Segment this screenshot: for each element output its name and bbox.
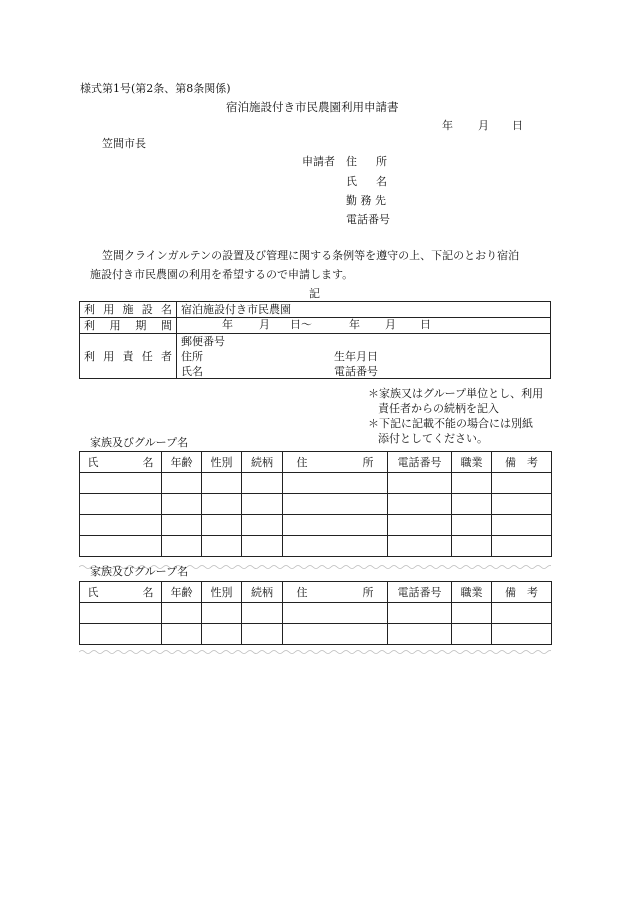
table-row bbox=[80, 494, 552, 515]
cell-sex[interactable] bbox=[202, 624, 242, 645]
cell-age[interactable] bbox=[162, 624, 202, 645]
header-age: 年齢 bbox=[162, 582, 202, 603]
note2-line1: ＊下記に記載不能の場合には別紙 bbox=[368, 417, 533, 430]
family-section-label-1: 家族及びグループ名 bbox=[90, 436, 189, 449]
header-occupation: 職業 bbox=[452, 452, 492, 473]
cell-remarks[interactable] bbox=[492, 624, 552, 645]
header-age: 年齢 bbox=[162, 452, 202, 473]
applicant-address-label: 住 所 bbox=[346, 155, 391, 168]
cell-occupation[interactable] bbox=[452, 494, 492, 515]
cell-address[interactable] bbox=[283, 603, 388, 624]
applicant-phone-label: 電話番号 bbox=[346, 213, 390, 226]
cell-occupation[interactable] bbox=[452, 624, 492, 645]
cell-name[interactable] bbox=[80, 603, 162, 624]
cell-occupation[interactable] bbox=[452, 536, 492, 557]
form-number: 様式第1号(第2条、第8条関係) bbox=[80, 82, 231, 95]
postal-label: 郵便番号 bbox=[181, 335, 225, 348]
table-row bbox=[80, 473, 552, 494]
header-name: 氏 名 bbox=[80, 452, 162, 473]
cell-relation[interactable] bbox=[242, 624, 283, 645]
header-occupation: 職業 bbox=[452, 582, 492, 603]
table-row bbox=[80, 603, 552, 624]
note2-line2: 添付としてください。 bbox=[378, 432, 488, 445]
birthdate-label: 生年月日 bbox=[334, 350, 378, 363]
cell-remarks[interactable] bbox=[492, 515, 552, 536]
table-row bbox=[80, 624, 552, 645]
responsible-label-cell bbox=[80, 334, 177, 379]
cell-phone[interactable] bbox=[388, 473, 452, 494]
cell-remarks[interactable] bbox=[492, 494, 552, 515]
cell-name[interactable] bbox=[80, 515, 162, 536]
note1-line1: ＊家族又はグループ単位とし、利用 bbox=[368, 387, 544, 400]
cell-name[interactable] bbox=[80, 624, 162, 645]
period-end-year: 年 bbox=[349, 318, 360, 331]
note1-line2: 責任者からの続柄を記入 bbox=[378, 402, 499, 415]
header-phone: 電話番号 bbox=[388, 582, 452, 603]
date-day: 日 bbox=[512, 119, 523, 132]
cell-relation[interactable] bbox=[242, 473, 283, 494]
cell-phone[interactable] bbox=[388, 603, 452, 624]
cell-age[interactable] bbox=[162, 494, 202, 515]
header-sex: 性別 bbox=[202, 452, 242, 473]
cell-sex[interactable] bbox=[202, 536, 242, 557]
page-tear-edge-2 bbox=[79, 645, 551, 651]
header-remarks: 備 考 bbox=[492, 582, 552, 603]
period-end-month: 月 bbox=[385, 318, 396, 331]
cell-name[interactable] bbox=[80, 494, 162, 515]
cell-relation[interactable] bbox=[242, 603, 283, 624]
facility-table bbox=[79, 301, 551, 379]
applicant-name-label: 氏 名 bbox=[346, 175, 391, 188]
applicant-label: 申請者 bbox=[302, 155, 335, 168]
phone-label: 電話番号 bbox=[334, 365, 378, 378]
cell-address[interactable] bbox=[283, 624, 388, 645]
period-end-day: 日 bbox=[420, 318, 431, 331]
facility-label-cell bbox=[80, 302, 177, 318]
applicant-workplace-label: 勤 務 先 bbox=[346, 194, 386, 207]
header-relation: 続柄 bbox=[242, 582, 283, 603]
table-row bbox=[80, 515, 552, 536]
header-name: 氏 名 bbox=[80, 582, 162, 603]
facility-value: 宿泊施設付き市民農園 bbox=[177, 302, 551, 318]
cell-age[interactable] bbox=[162, 536, 202, 557]
family-table-1 bbox=[79, 451, 552, 557]
header-sex: 性別 bbox=[202, 582, 242, 603]
tear-edge-svg-2 bbox=[79, 649, 551, 655]
cell-age[interactable] bbox=[162, 515, 202, 536]
cell-address[interactable] bbox=[283, 473, 388, 494]
cell-occupation[interactable] bbox=[452, 515, 492, 536]
cell-sex[interactable] bbox=[202, 515, 242, 536]
ki-mark: 記 bbox=[309, 287, 320, 300]
table-row bbox=[80, 536, 552, 557]
date-year: 年 bbox=[442, 119, 453, 132]
address-label: 住所 bbox=[181, 350, 203, 363]
header-address: 住 所 bbox=[283, 582, 388, 603]
addressee: 笠間市長 bbox=[102, 137, 146, 150]
cell-address[interactable] bbox=[283, 536, 388, 557]
cell-phone[interactable] bbox=[388, 536, 452, 557]
cell-phone[interactable] bbox=[388, 515, 452, 536]
cell-remarks[interactable] bbox=[492, 536, 552, 557]
body-text-line1: 笠間クラインガルテンの設置及び管理に関する条例等を遵守の上、下記のとおり宿泊 bbox=[102, 249, 520, 262]
cell-relation[interactable] bbox=[242, 494, 283, 515]
cell-age[interactable] bbox=[162, 473, 202, 494]
header-address: 住 所 bbox=[283, 452, 388, 473]
cell-age[interactable] bbox=[162, 603, 202, 624]
cell-phone[interactable] bbox=[388, 624, 452, 645]
body-text-line2: 施設付き市民農園の利用を希望するので申請します。 bbox=[90, 268, 354, 281]
period-start-day: 日～ bbox=[290, 318, 312, 331]
cell-remarks[interactable] bbox=[492, 473, 552, 494]
page-title: 宿泊施設付き市民農園利用申請書 bbox=[226, 100, 399, 114]
cell-relation[interactable] bbox=[242, 536, 283, 557]
cell-relation[interactable] bbox=[242, 515, 283, 536]
responsible-label: 利用責任者 bbox=[84, 349, 172, 363]
cell-address[interactable] bbox=[283, 515, 388, 536]
period-label: 利用期間 bbox=[84, 319, 172, 332]
cell-name[interactable] bbox=[80, 536, 162, 557]
name-label: 氏名 bbox=[181, 365, 203, 378]
cell-remarks[interactable] bbox=[492, 603, 552, 624]
period-value-cell bbox=[177, 318, 551, 334]
cell-name[interactable] bbox=[80, 473, 162, 494]
period-start-month: 月 bbox=[259, 318, 270, 331]
family-table-2 bbox=[79, 581, 552, 645]
cell-sex[interactable] bbox=[202, 473, 242, 494]
period-start-year: 年 bbox=[222, 318, 233, 331]
cell-occupation[interactable] bbox=[452, 473, 492, 494]
family-section-label-2: 家族及びグループ名 bbox=[90, 565, 189, 578]
facility-label: 利用施設名 bbox=[84, 303, 172, 316]
cell-occupation[interactable] bbox=[452, 603, 492, 624]
cell-sex[interactable] bbox=[202, 603, 242, 624]
cell-sex[interactable] bbox=[202, 494, 242, 515]
period-label-cell bbox=[80, 318, 177, 334]
date-month: 月 bbox=[478, 119, 489, 132]
header-relation: 続柄 bbox=[242, 452, 283, 473]
responsible-value-cell bbox=[177, 334, 551, 379]
cell-phone[interactable] bbox=[388, 494, 452, 515]
cell-address[interactable] bbox=[283, 494, 388, 515]
header-phone: 電話番号 bbox=[388, 452, 452, 473]
header-remarks: 備 考 bbox=[492, 452, 552, 473]
